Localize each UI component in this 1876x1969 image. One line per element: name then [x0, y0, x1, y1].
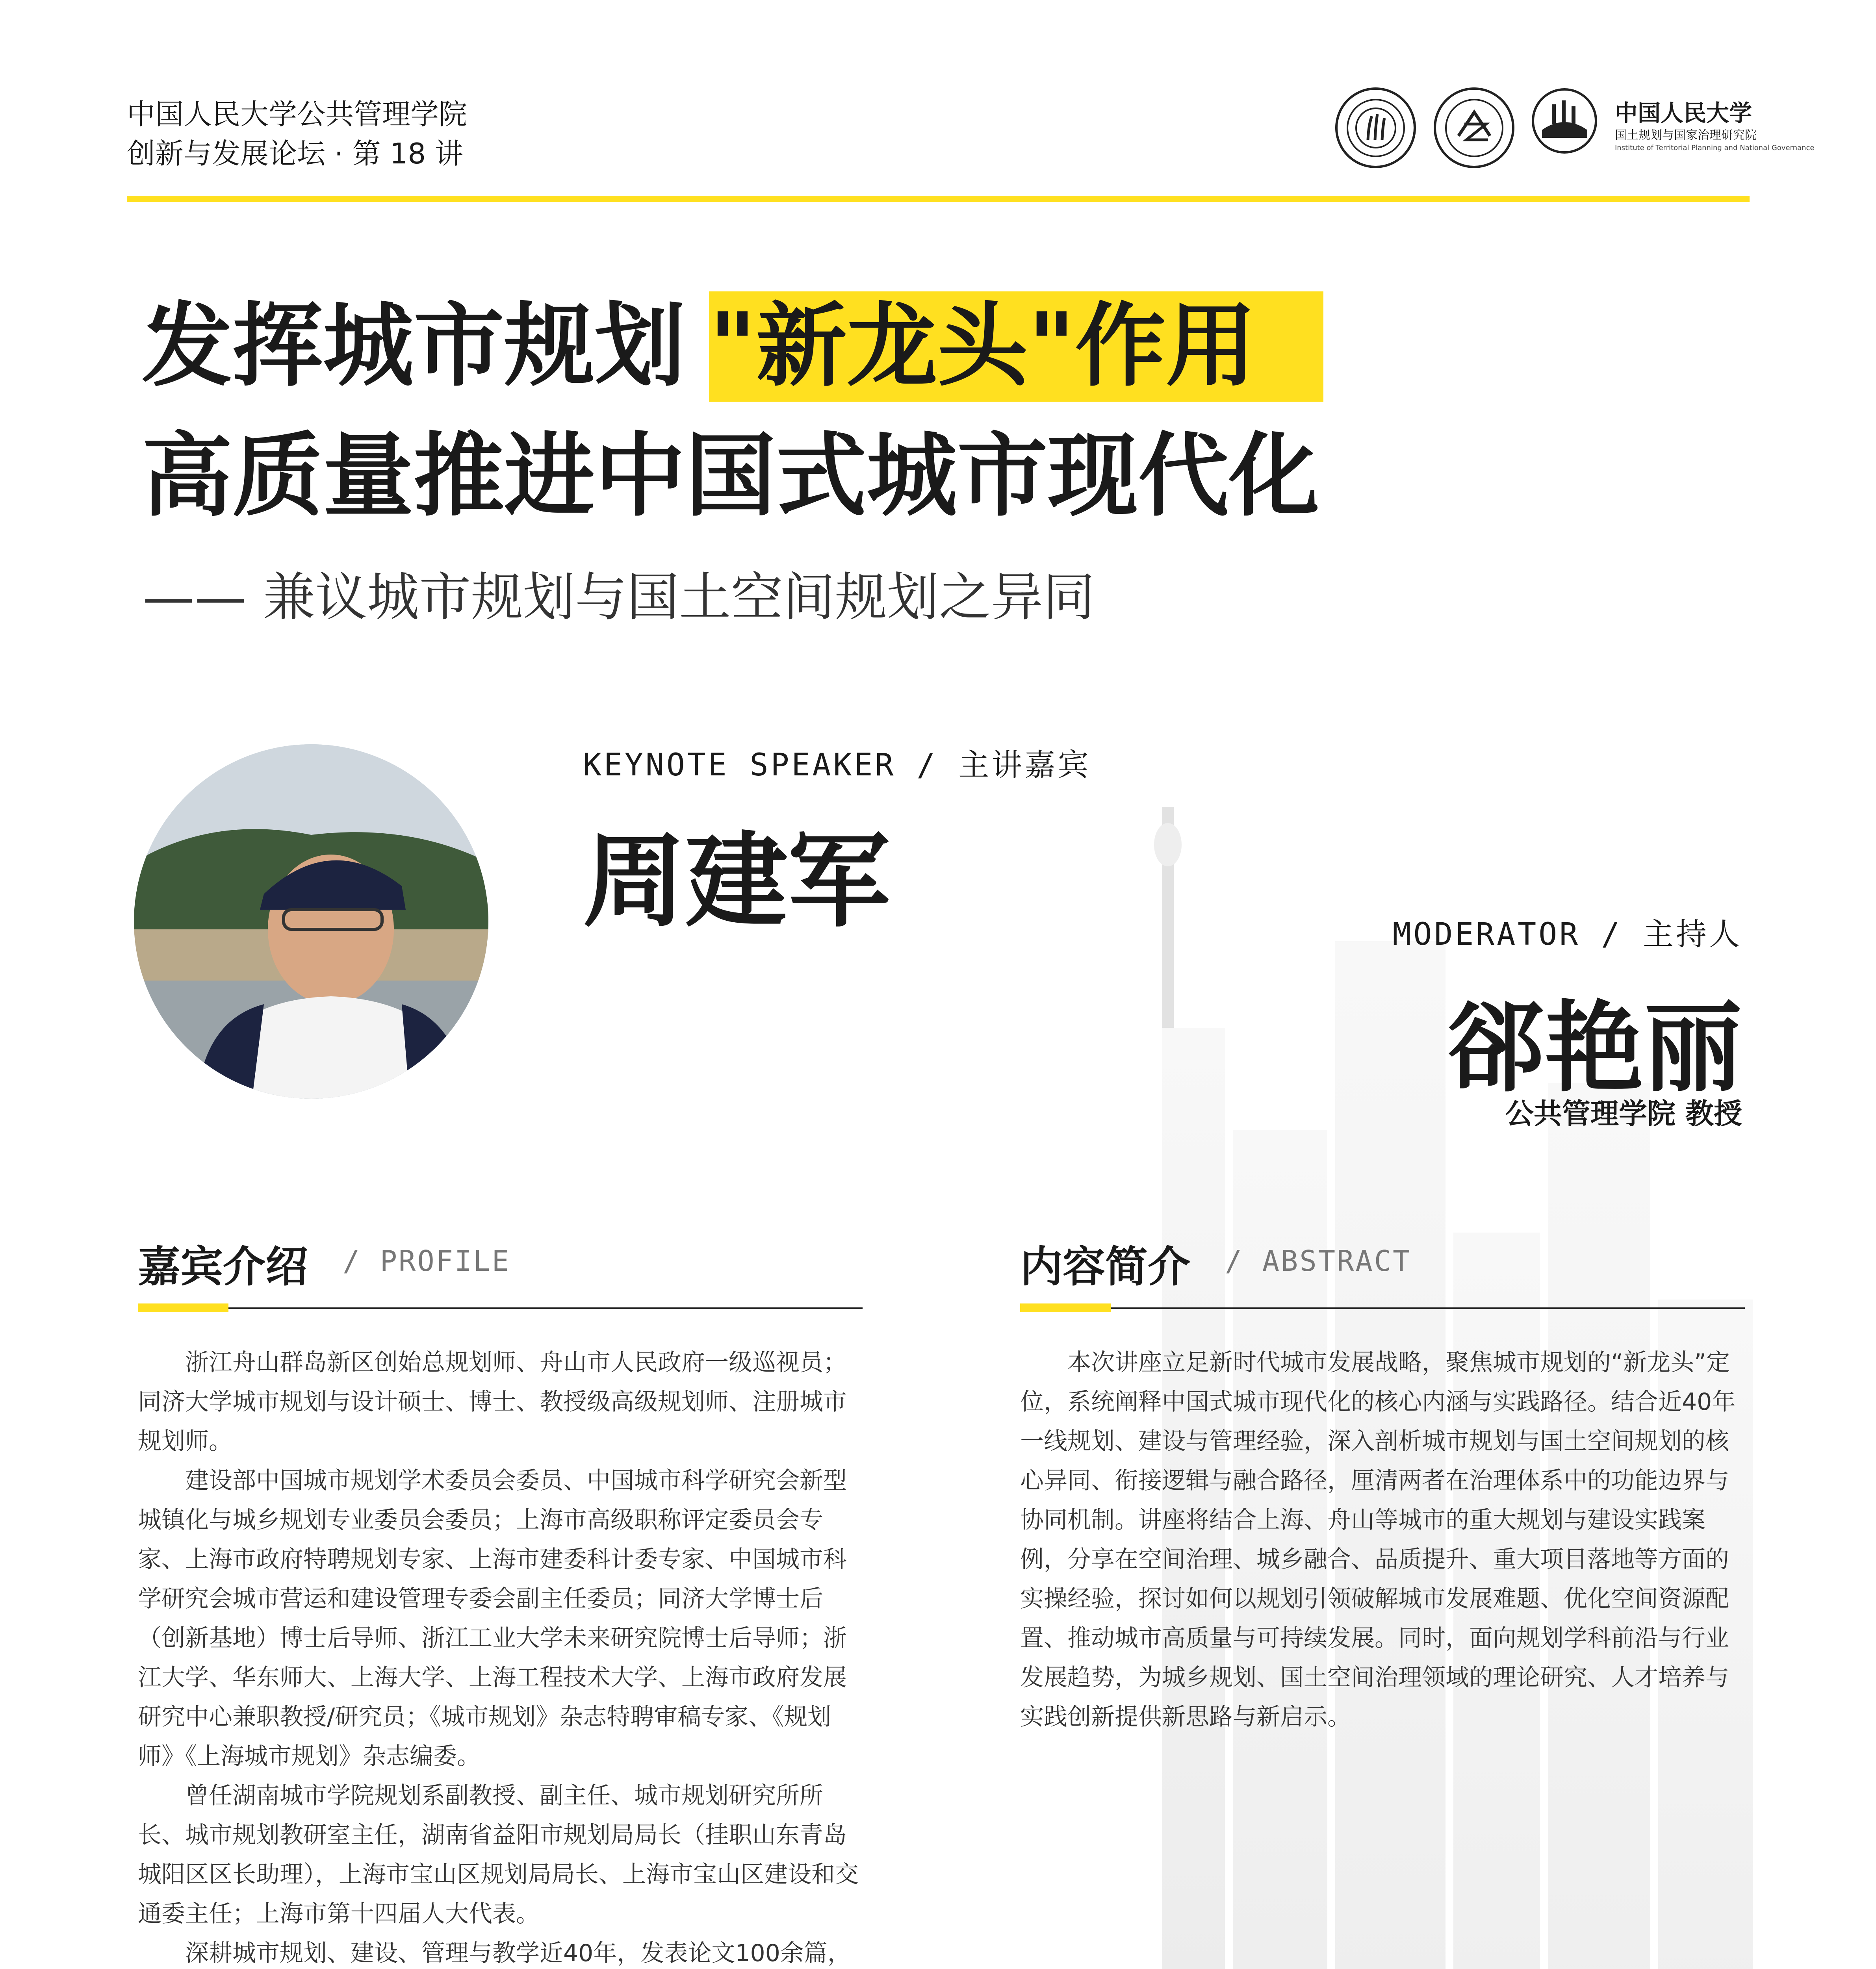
title-line2: 高质量推进中国式城市现代化: [142, 424, 1320, 529]
institute-emblem-icon: [1530, 87, 1599, 156]
series-name: 创新与发展论坛 · 第 18 讲: [127, 137, 464, 170]
title-line1: 发挥城市规划: [142, 294, 686, 399]
keynote-speaker-name: 周建军: [583, 821, 890, 941]
organizer-name: 中国人民大学公共管理学院: [127, 98, 468, 131]
institute-logo-name: 中国人民大学: [1615, 100, 1752, 126]
speaker-photo: [134, 744, 488, 1099]
abstract-divider: [1020, 1307, 1745, 1309]
profile-divider: [138, 1307, 863, 1309]
school-emblem-icon: [1434, 87, 1514, 168]
profile-heading-en: / PROFILE: [343, 1244, 511, 1277]
keynote-speaker-label: KEYNOTE SPEAKER / 主讲嘉宾: [583, 747, 1091, 783]
profile-paragraph: 深耕城市规划、建设、管理与教学近40年，发表论文100余篇，: [185, 1939, 851, 1967]
profile-body: [138, 1343, 863, 1969]
profile-paragraph: 建设部中国城市规划学术委员会委员、中国城市科学研究会新型城镇化与城乡规划专业委员会委员；上海市高级职称评定委员会专家、上海市政府特聘规划专家、上海市建委科计委专家、中国城市科学研究会城市营运和建设管理专委会副主任委员；同济大学博士后（创新基地）博士后导师、浙江工业大学未来研究院博士后导师；浙江大学、华东师大、上海大学、上海工程技术大学、上海市政府发展研究中心兼职教授/研究员；《城市规划》杂志特聘审稿专家、《规划师》《上海城市规划》杂志编委。: [138, 1467, 847, 1770]
abstract-heading: 内容简介: [1020, 1242, 1191, 1292]
header-accent-bar: [127, 196, 1750, 202]
profile-paragraph: 曾任湖南城市学院规划系副教授、副主任、城市规划研究所所长、城市规划教研室主任，湖南省益阳市规划局局长（挂职山东青岛城阳区区长助理），上海市宝山区规划局局长、上海市宝山区建设和交通委主任；上海市第十四届人大代表。: [138, 1782, 859, 1928]
profile-heading: 嘉宾介绍: [138, 1242, 308, 1292]
title-line1-highlighted: "新龙头"作用: [709, 294, 1256, 399]
abstract-heading-en: / ABSTRACT: [1225, 1244, 1412, 1277]
renmin-university-seal-icon: [1335, 87, 1416, 168]
abstract-accent: [1020, 1303, 1111, 1312]
moderator-title: 公共管理学院 教授: [1505, 1097, 1742, 1130]
institute-logo-english: Institute of Territorial Planning and National Governance: [1615, 144, 1815, 152]
profile-accent: [138, 1303, 228, 1312]
moderator-label: MODERATOR / 主持人: [1392, 917, 1742, 952]
abstract-body: [1020, 1343, 1745, 1737]
abstract-paragraph: 本次讲座立足新时代城市发展战略，聚焦城市规划的“新龙头”定位，系统阐释中国式城市现代化的核心内涵与实践路径。结合近40年一线规划、建设与管理经验，深入剖析城市规划与国土空间规划的核心异同、衔接逻辑与融合路径，厘清两者在治理体系中的功能边界与协同机制。讲座将结合上海、舟山等城市的重大规划与建设实践案例，分享在空间治理、城乡融合、品质提升、重大项目落地等方面的实操经验，探讨如何以规划引领破解城市发展难题、优化空间资源配置、推动城市高质量与可持续发展。同时，面向规划学科前沿与行业发展趋势，为城乡规划、国土空间治理领域的理论研究、人才培养与实践创新提供新思路与新启示。: [1020, 1349, 1736, 1731]
profile-paragraph: 浙江舟山群岛新区创始总规划师、舟山市人民政府一级巡视员；同济大学城市规划与设计硕士、博士、教授级高级规划师、注册城市规划师。: [138, 1349, 847, 1455]
institute-logo-subname: 国土规划与国家治理研究院: [1615, 128, 1757, 142]
moderator-name: 郤艳丽: [1447, 990, 1742, 1105]
subtitle: —— 兼议城市规划与国土空间规划之异同: [143, 567, 1095, 628]
